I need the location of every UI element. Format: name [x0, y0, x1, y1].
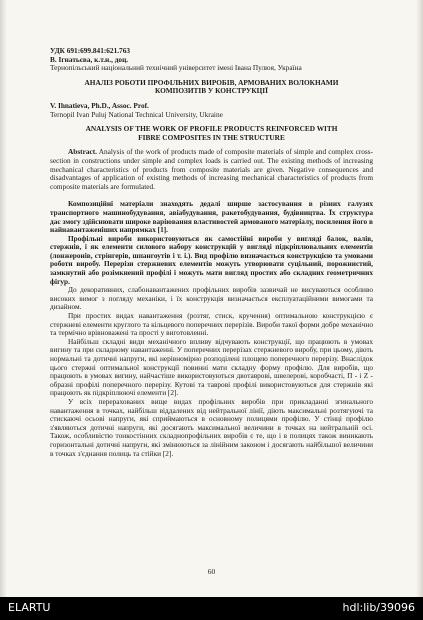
title-ua-line-1: АНАЛІЗ РОБОТИ ПРОФІЛЬНИХ ВИРОБІВ, АРМОВАНИХ ВОЛОКНАМИ	[84, 77, 339, 87]
paragraph-4: У всіх перерахованих вище видах профільних виробів при прикладанні згинального навантаження в точках, найбільш віддалених від нейтральної лінії, діють максимальні розтягуючі та стискаючі осьові напруги, які сприймаються в основному полицями профілю. У стінці профілю з'являються дотичні напруги, які досягають максимальної величини в точках на нейтральній осі. Також, особливістю тонкостінних складнопрофільних виробів є те, що і в полицях також виникають горизонтальні дотичні напруги, які змінюються за лінійним законом і досягають найбільшої величини в точках з'єднання полиць та стійки [2].	[50, 396, 373, 458]
title-ua-line-2: КОМПОЗИТІВ У КОНСТРУКЦІЇ	[154, 86, 268, 96]
abstract	[50, 148, 373, 191]
repository-name: ELARTU	[8, 601, 51, 614]
page-content	[50, 47, 373, 458]
repository-footer-bar	[0, 597, 423, 620]
page-edge-left	[0, 0, 7, 597]
affiliation-en: Ternopil Ivan Puluj National Technical University, Ukraine	[50, 109, 223, 119]
paragraph-3: Найбільш складні види механічного впливу відчувають конструкції, що працюють в умовах вигину та при складному навантаженні. У поперечних перерізах стержневого виробу, при цьому, діють нормальні та дотичні напруги, які нерівномірно розподілені площею поперечного перерізу. Внаслідок цього стержні оптимальної конструкції повинні мати складну форму профілю. Для виробів, що працюють в умовах вигину, найчастіше використовуються двотаврові, швелерові, коробчасті, П - і Z - образні профілі поперечного перерізу. Кутові та таврові профілі використовуються для стержнів які працюють як підкріплюючі елементи [2].	[50, 336, 373, 398]
abstract-label: Abstract.	[68, 147, 97, 157]
author-en: V. Ihnatieva, Ph.D., Assoc. Prof.	[50, 100, 149, 110]
paragraph-bold-2: Профільні вироби використовуються як самостійні вироби у вигляді балок, валів, стержнів, і як елементи силового набору конструкцій у вигляді підкріплювальних елементів (лонжеронів, стрінгерів, шпангоутів і т. і.). Вид профілю визначається конструкцією та умовами роботи виробу. Перерізи стержневих елементів можуть утворювати суцільний, порожнистий, замкнутий або розімкнений профілі і можуть мати вигляд простих або складних геометричних фігур.	[50, 233, 373, 286]
abstract-text: Analysis of the work of products made of composite materials of simple and complex cross-section in constructions under simple and complex loads is carried out. The existing methods of increasing mechanical characteristics of products from composite materials are given. Negative consequences and disadvantages of application of existing methods of increasing mechanical characteristics of products from composite materials are formulated.	[50, 147, 374, 191]
affiliation-ua: Тернопільський національний технічний університет імені Івана Пулюя, Україна	[50, 63, 302, 73]
author-ua: В. Ігнатьєва, к.т.н., доц.	[50, 54, 129, 64]
udk-code: УДК 691:699.841:621.763	[50, 46, 130, 55]
page-number: 60	[207, 567, 216, 576]
page-edge-right	[416, 0, 423, 597]
paragraph-2: При простих видах навантаження (розтяг, стиск, кручення) оптимальною конструкцією є стержневі елементи круглого та кільцевого поперечних перерізів. Вироби такої форми добре механічно та термічно врівноважені та прості у виготовленні.	[50, 311, 373, 338]
title-en-line-2: FIBRE COMPOSITES IN THE STRUCTURE	[138, 132, 285, 142]
handle-id: hdl:lib/39096	[342, 601, 415, 614]
title-en-line-1: ANALYSIS OF THE WORK OF PROFILE PRODUCTS REINFORCED WITH	[85, 124, 338, 134]
paragraph-1: До декоративних, слабонавантажених профільних виробів зазвичай не висуваються особливо високих вимог з погляду механіки, і їх конструкція визначається експлуатаційними вимогами та дизайном.	[50, 285, 373, 312]
paragraph-bold-1: Композиційні матеріали знаходять дедалі ширше застосування в різних галузях транспортного машинобудування, авіабудування, ракетобудування, будівництва. Їх структура дає змогу здійснювати широке варіювання властивостей армованого матеріалу, посилення його в найнавантаженіших напрямках [1].	[50, 199, 373, 235]
